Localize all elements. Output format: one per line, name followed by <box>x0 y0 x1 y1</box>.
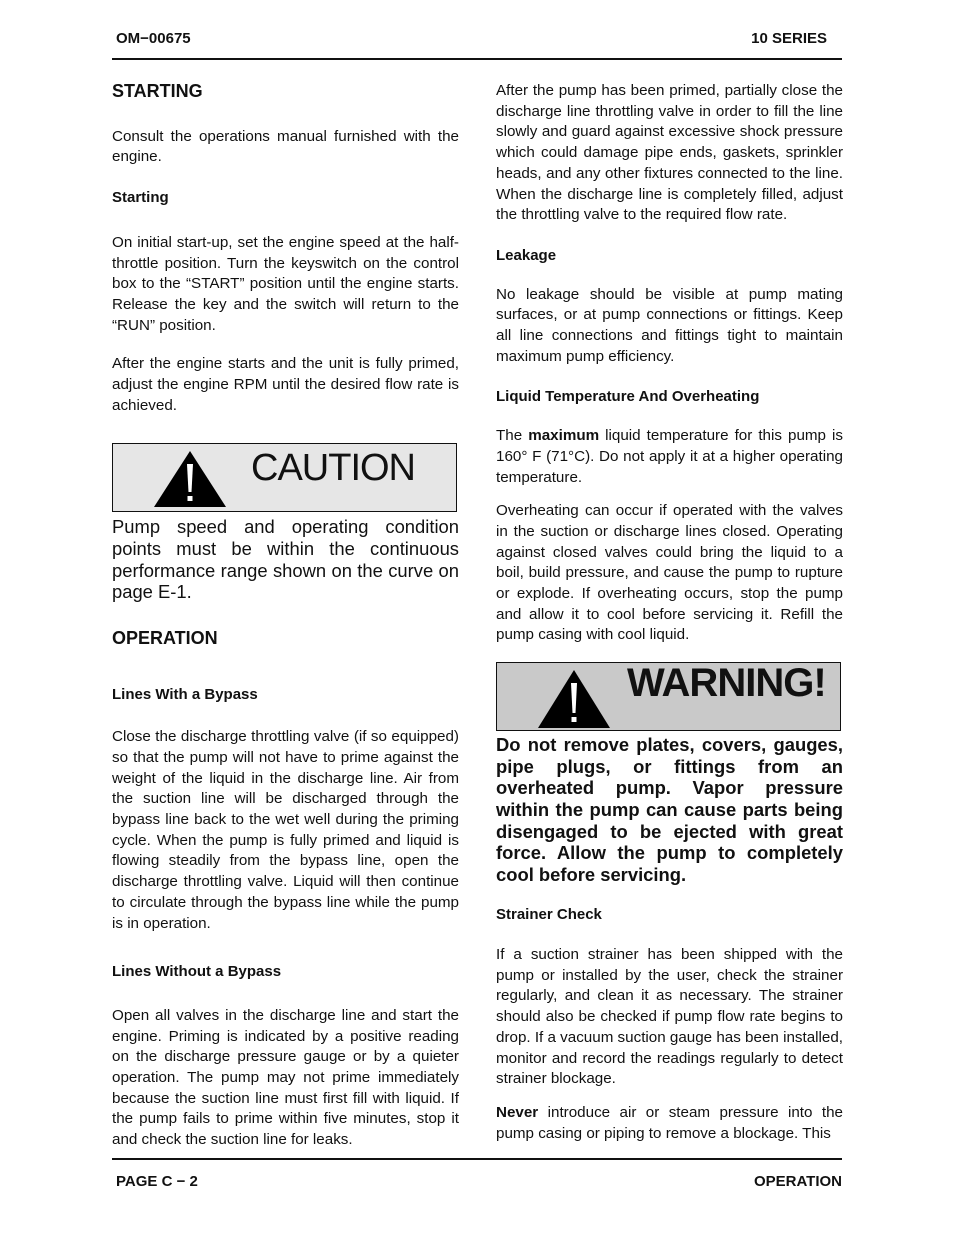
overheating-paragraph: Overheating can occur if operated with the valves in the suction or discharge lines closed. Operating against closed valves could bring the liquid to a boil, build pressure, and cause the pump to rupture or explode. If overheating occurs, stop the pump and allow it to cool before servicing it. Refill the pump casing with cool liquid. <box>496 502 843 644</box>
bypass-paragraph: Close the discharge throttling valve (if so equipped) so that the pump will not have to prime against the weight of the liquid in the discharge line. Air from the suction line will be discharged through the bypass line back to the wet well during the priming cycle. When the pump is fully primed and liquid is flowing steadily from the bypass line, open the discharge throttling valve. Liquid will then continue to circulate through the bypass line while the pump is in operation. <box>112 728 459 932</box>
series-label: 10 SERIES <box>751 30 827 47</box>
warning-triangle-icon <box>153 450 227 508</box>
strainer-paragraph: If a suction strainer has been shipped with the pump or installed by the user, check the strainer regularly, and clean it as necessary. The strainer should also be checked if pump flow rate begins to drop. If a vacuum suction gauge has been installed, monitor and record the readings regularly to detect strainer blockage. <box>496 946 844 1088</box>
warning-text: Do not remove plates, covers, gauges, pipe plugs, or fittings from an overheated pump. Vapor pressure within the pump can cause parts being disengaged to be ejected with great force. Allow the pump to completely cool before servicing. <box>496 734 843 885</box>
strainer-subheading: Strainer Check <box>496 906 602 924</box>
right-column <box>496 76 843 1144</box>
never-text: introduce air or steam pressure into the pump casing or piping to remove a blockage. This <box>496 1103 843 1142</box>
caution-label: CAUTION <box>251 447 415 490</box>
section-label: OPERATION <box>753 1173 842 1190</box>
leakage-paragraph: No leakage should be visible at pump mating surfaces, or at pump connections or fittings. Keep all line connections and fittings tight to maintain maximum pump efficiency. <box>496 285 843 365</box>
leakage-subheading: Leakage <box>496 246 557 264</box>
temperature-paragraph <box>496 426 843 488</box>
operation-heading: OPERATION <box>112 627 218 648</box>
header-rule <box>112 58 842 60</box>
page-number: PAGE C − 2 <box>116 1173 198 1190</box>
warning-label: WARNING! <box>627 661 826 706</box>
starting-intro: Consult the operations manual furnished with the engine. <box>112 127 459 166</box>
warning-box <box>496 662 841 731</box>
bypass-subheading: Lines With a Bypass <box>112 685 258 703</box>
caution-text: Pump speed and operating condition points must be within the continuous performance range shown on the curve on page E-1. <box>112 516 459 603</box>
starting-heading: STARTING <box>112 81 203 101</box>
starting-paragraph-1: On initial start-up, set the engine speed at the half-throttle position. Turn the keyswitch on the control box to the “START” position until the engine starts. Release the key and the switch will return to the “RUN” position. <box>112 233 459 334</box>
footer-rule <box>112 1158 842 1160</box>
left-column <box>112 76 459 1151</box>
maximum-emphasis: maximum <box>528 427 600 445</box>
caution-box <box>112 443 457 512</box>
warning-triangle-icon <box>537 669 611 729</box>
no-bypass-paragraph: Open all valves in the discharge line and start the engine. Priming is indicated by a positive reading on the discharge pressure gauge or by a quieter operation. The pump may not prime immediately because the suction line must first fill with liquid. If the pump fails to prime within five minutes, stop it and check the suction line for leaks. <box>112 1006 459 1149</box>
temperature-text-post: liquid temperature for this pump is 160° F (71°C). Do not apply it at a higher operating temperature. <box>496 427 844 486</box>
starting-subheading: Starting <box>112 189 169 207</box>
no-bypass-subheading: Lines Without a Bypass <box>112 963 282 981</box>
never-paragraph <box>496 1103 843 1144</box>
temperature-text-pre: The <box>496 427 529 445</box>
never-emphasis: Never <box>496 1103 539 1121</box>
temperature-subheading: Liquid Temperature And Overheating <box>496 388 760 406</box>
starting-paragraph-2: After the engine starts and the unit is fully primed, adjust the engine RPM until the desired flow rate is achieved. <box>112 355 459 414</box>
document-number: OM−00675 <box>116 30 191 47</box>
primed-paragraph: After the pump has been primed, partially close the discharge line throttling valve in order to fill the line slowly and guard against excessive shock pressure which could damage pipe ends, gaskets, sprinkler heads, and any other fixtures connected to the line. When the discharge line is completely filled, adjust the throttling valve to the required flow rate. <box>496 82 843 224</box>
